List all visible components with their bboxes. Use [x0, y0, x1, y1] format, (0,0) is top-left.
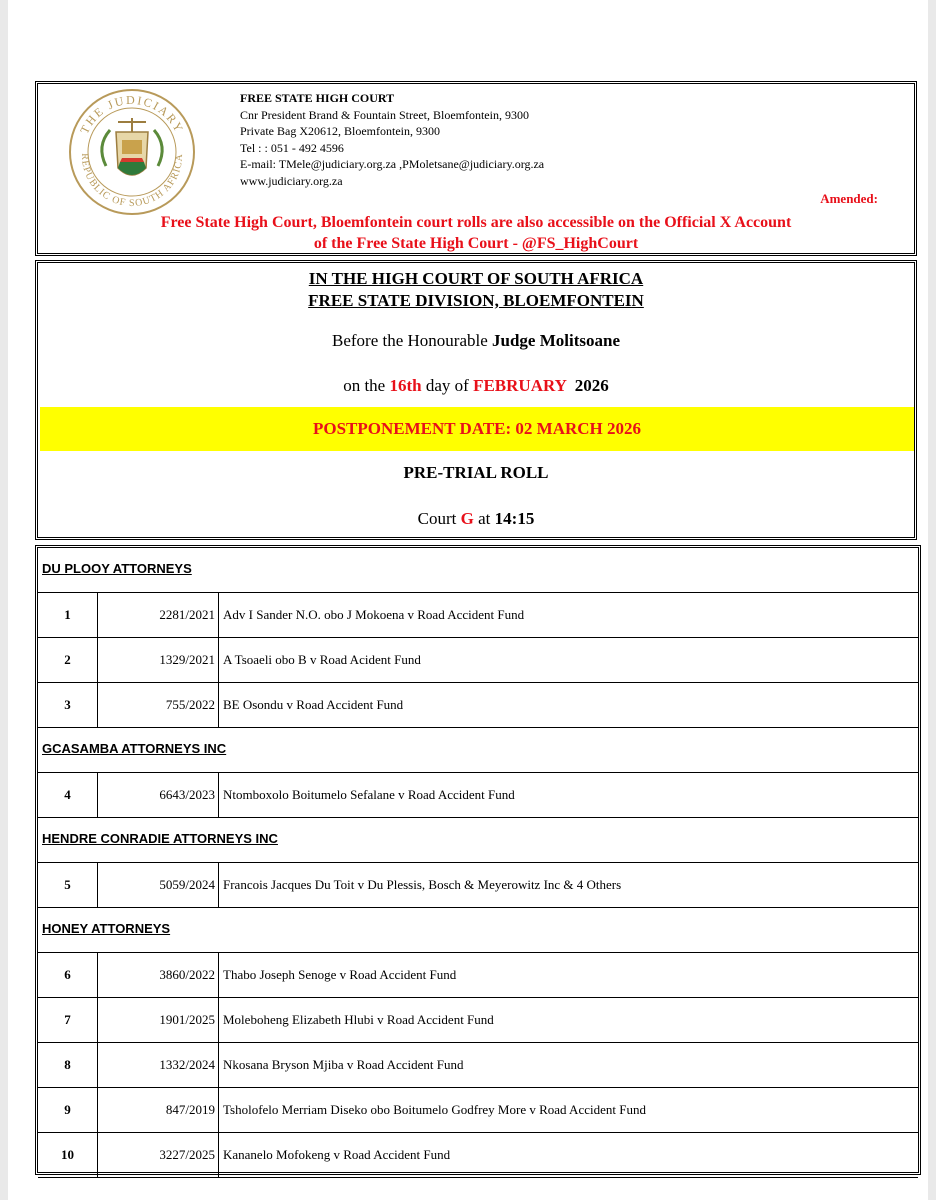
case-number-index: 4	[38, 773, 98, 817]
judge-prefix: Before the Honourable	[331, 331, 493, 350]
case-description: Tsholofelo Merriam Diseko obo Boitumelo Godfrey More v Road Accident Fund	[223, 1102, 646, 1117]
case-description: A Tsoaeli obo B v Road Acident Fund	[223, 652, 421, 667]
case-row	[38, 953, 918, 998]
court-info-box	[35, 260, 917, 540]
notice-line: Free State High Court, Bloemfontein court rolls are also accessible on the Official X Account	[160, 214, 792, 231]
amended-label: Amended:	[820, 191, 878, 206]
case-description: BE Osondu v Road Accident Fund	[223, 697, 404, 712]
court-letter: G	[460, 509, 474, 528]
case-number-index: 6	[38, 953, 98, 997]
case-number: 1901/2025	[98, 998, 219, 1042]
court-contact-block	[240, 90, 544, 189]
at-text: at	[473, 509, 495, 528]
firm-name: DU PLOOY ATTORNEYS	[42, 561, 192, 576]
court-title: IN THE HIGH COURT OF SOUTH AFRICA	[308, 269, 644, 288]
x-account-notice	[38, 212, 914, 254]
case-description: Moleboheng Elizabeth Hlubi v Road Accident Fund	[223, 1012, 494, 1027]
day-of: day of	[421, 376, 474, 395]
roll-type: PRE-TRIAL ROLL	[403, 463, 549, 482]
firm-header-row	[38, 548, 918, 593]
letterhead-box	[35, 81, 917, 256]
court-time-line	[38, 509, 914, 529]
firm-header-row	[38, 908, 918, 953]
case-row	[38, 1088, 918, 1133]
case-row	[38, 593, 918, 638]
case-description: Thabo Joseph Senoge v Road Accident Fund	[223, 967, 457, 982]
day: 16th	[389, 376, 422, 395]
address-line: Cnr President Brand & Fountain Street, Bloemfontein, 9300	[240, 107, 529, 122]
case-row	[38, 1043, 918, 1088]
seal-text-bottom: REPUBLIC OF SOUTH AFRICA	[78, 153, 186, 210]
case-number: 3227/2025	[98, 1133, 219, 1177]
firm-header-row	[38, 728, 918, 773]
telephone: Tel : : 051 - 492 4596	[240, 140, 344, 155]
firm-name: GCASAMBA ATTORNEYS INC	[42, 741, 227, 756]
judiciary-seal-icon	[66, 86, 198, 218]
address-line: Private Bag X20612, Bloemfontein, 9300	[240, 124, 440, 138]
case-number: 847/2019	[98, 1088, 219, 1132]
case-description: Nkosana Bryson Mjiba v Road Accident Fund	[223, 1057, 464, 1072]
judge-name: Judge Molitsoane	[492, 331, 620, 350]
judge-line	[38, 331, 914, 351]
seal-text-top: THE JUDICIARY	[77, 92, 187, 136]
court-prefix: Court	[417, 509, 461, 528]
email: E-mail: TMele@judiciary.org.za ,PMoletsane@judiciary.org.za	[240, 157, 545, 171]
case-number-index: 9	[38, 1088, 98, 1132]
case-number: 3860/2022	[98, 953, 219, 997]
date-prefix: on the	[343, 376, 390, 395]
firm-name: HENDRE CONRADIE ATTORNEYS INC	[42, 831, 278, 846]
year: 2026	[566, 376, 609, 395]
case-row	[38, 863, 918, 908]
case-row	[38, 1133, 918, 1178]
case-row	[38, 683, 918, 728]
case-number-index: 8	[38, 1043, 98, 1087]
case-description: Adv I Sander N.O. obo J Mokoena v Road Accident Fund	[223, 607, 525, 622]
document-page	[8, 0, 928, 1200]
firm-header-row	[38, 818, 918, 863]
case-number-index: 5	[38, 863, 98, 907]
case-description: Francois Jacques Du Toit v Du Plessis, Bosch & Meyerowitz Inc & 4 Others	[223, 877, 622, 892]
case-number: 5059/2024	[98, 863, 219, 907]
case-number: 755/2022	[98, 683, 219, 727]
roll-table	[35, 545, 921, 1175]
case-row	[38, 638, 918, 683]
month: FEBRUARY	[473, 376, 567, 395]
case-description: Kananelo Mofokeng v Road Accident Fund	[223, 1147, 451, 1162]
case-number: 6643/2023	[98, 773, 219, 817]
case-description: Ntomboxolo Boitumelo Sefalane v Road Accident Fund	[223, 787, 515, 802]
website: www.judiciary.org.za	[240, 173, 343, 188]
case-number-index: 1	[38, 593, 98, 637]
case-number-index: 10	[38, 1133, 98, 1177]
case-number: 1329/2021	[98, 638, 219, 682]
case-number-index: 7	[38, 998, 98, 1042]
date-line	[38, 376, 914, 396]
postponement-banner: POSTPONEMENT DATE: 02 MARCH 2026	[40, 407, 914, 451]
court-time: 14:15	[494, 509, 535, 528]
case-number: 2281/2021	[98, 593, 219, 637]
firm-name: HONEY ATTORNEYS	[42, 921, 171, 936]
case-number: 1332/2024	[98, 1043, 219, 1087]
case-row	[38, 998, 918, 1043]
division-title: FREE STATE DIVISION, BLOEMFONTEIN	[308, 291, 644, 310]
notice-line: of the Free State High Court - @FS_HighCourt	[313, 235, 639, 252]
case-number-index: 3	[38, 683, 98, 727]
case-row	[38, 773, 918, 818]
court-name: FREE STATE HIGH COURT	[240, 91, 395, 105]
case-number-index: 2	[38, 638, 98, 682]
